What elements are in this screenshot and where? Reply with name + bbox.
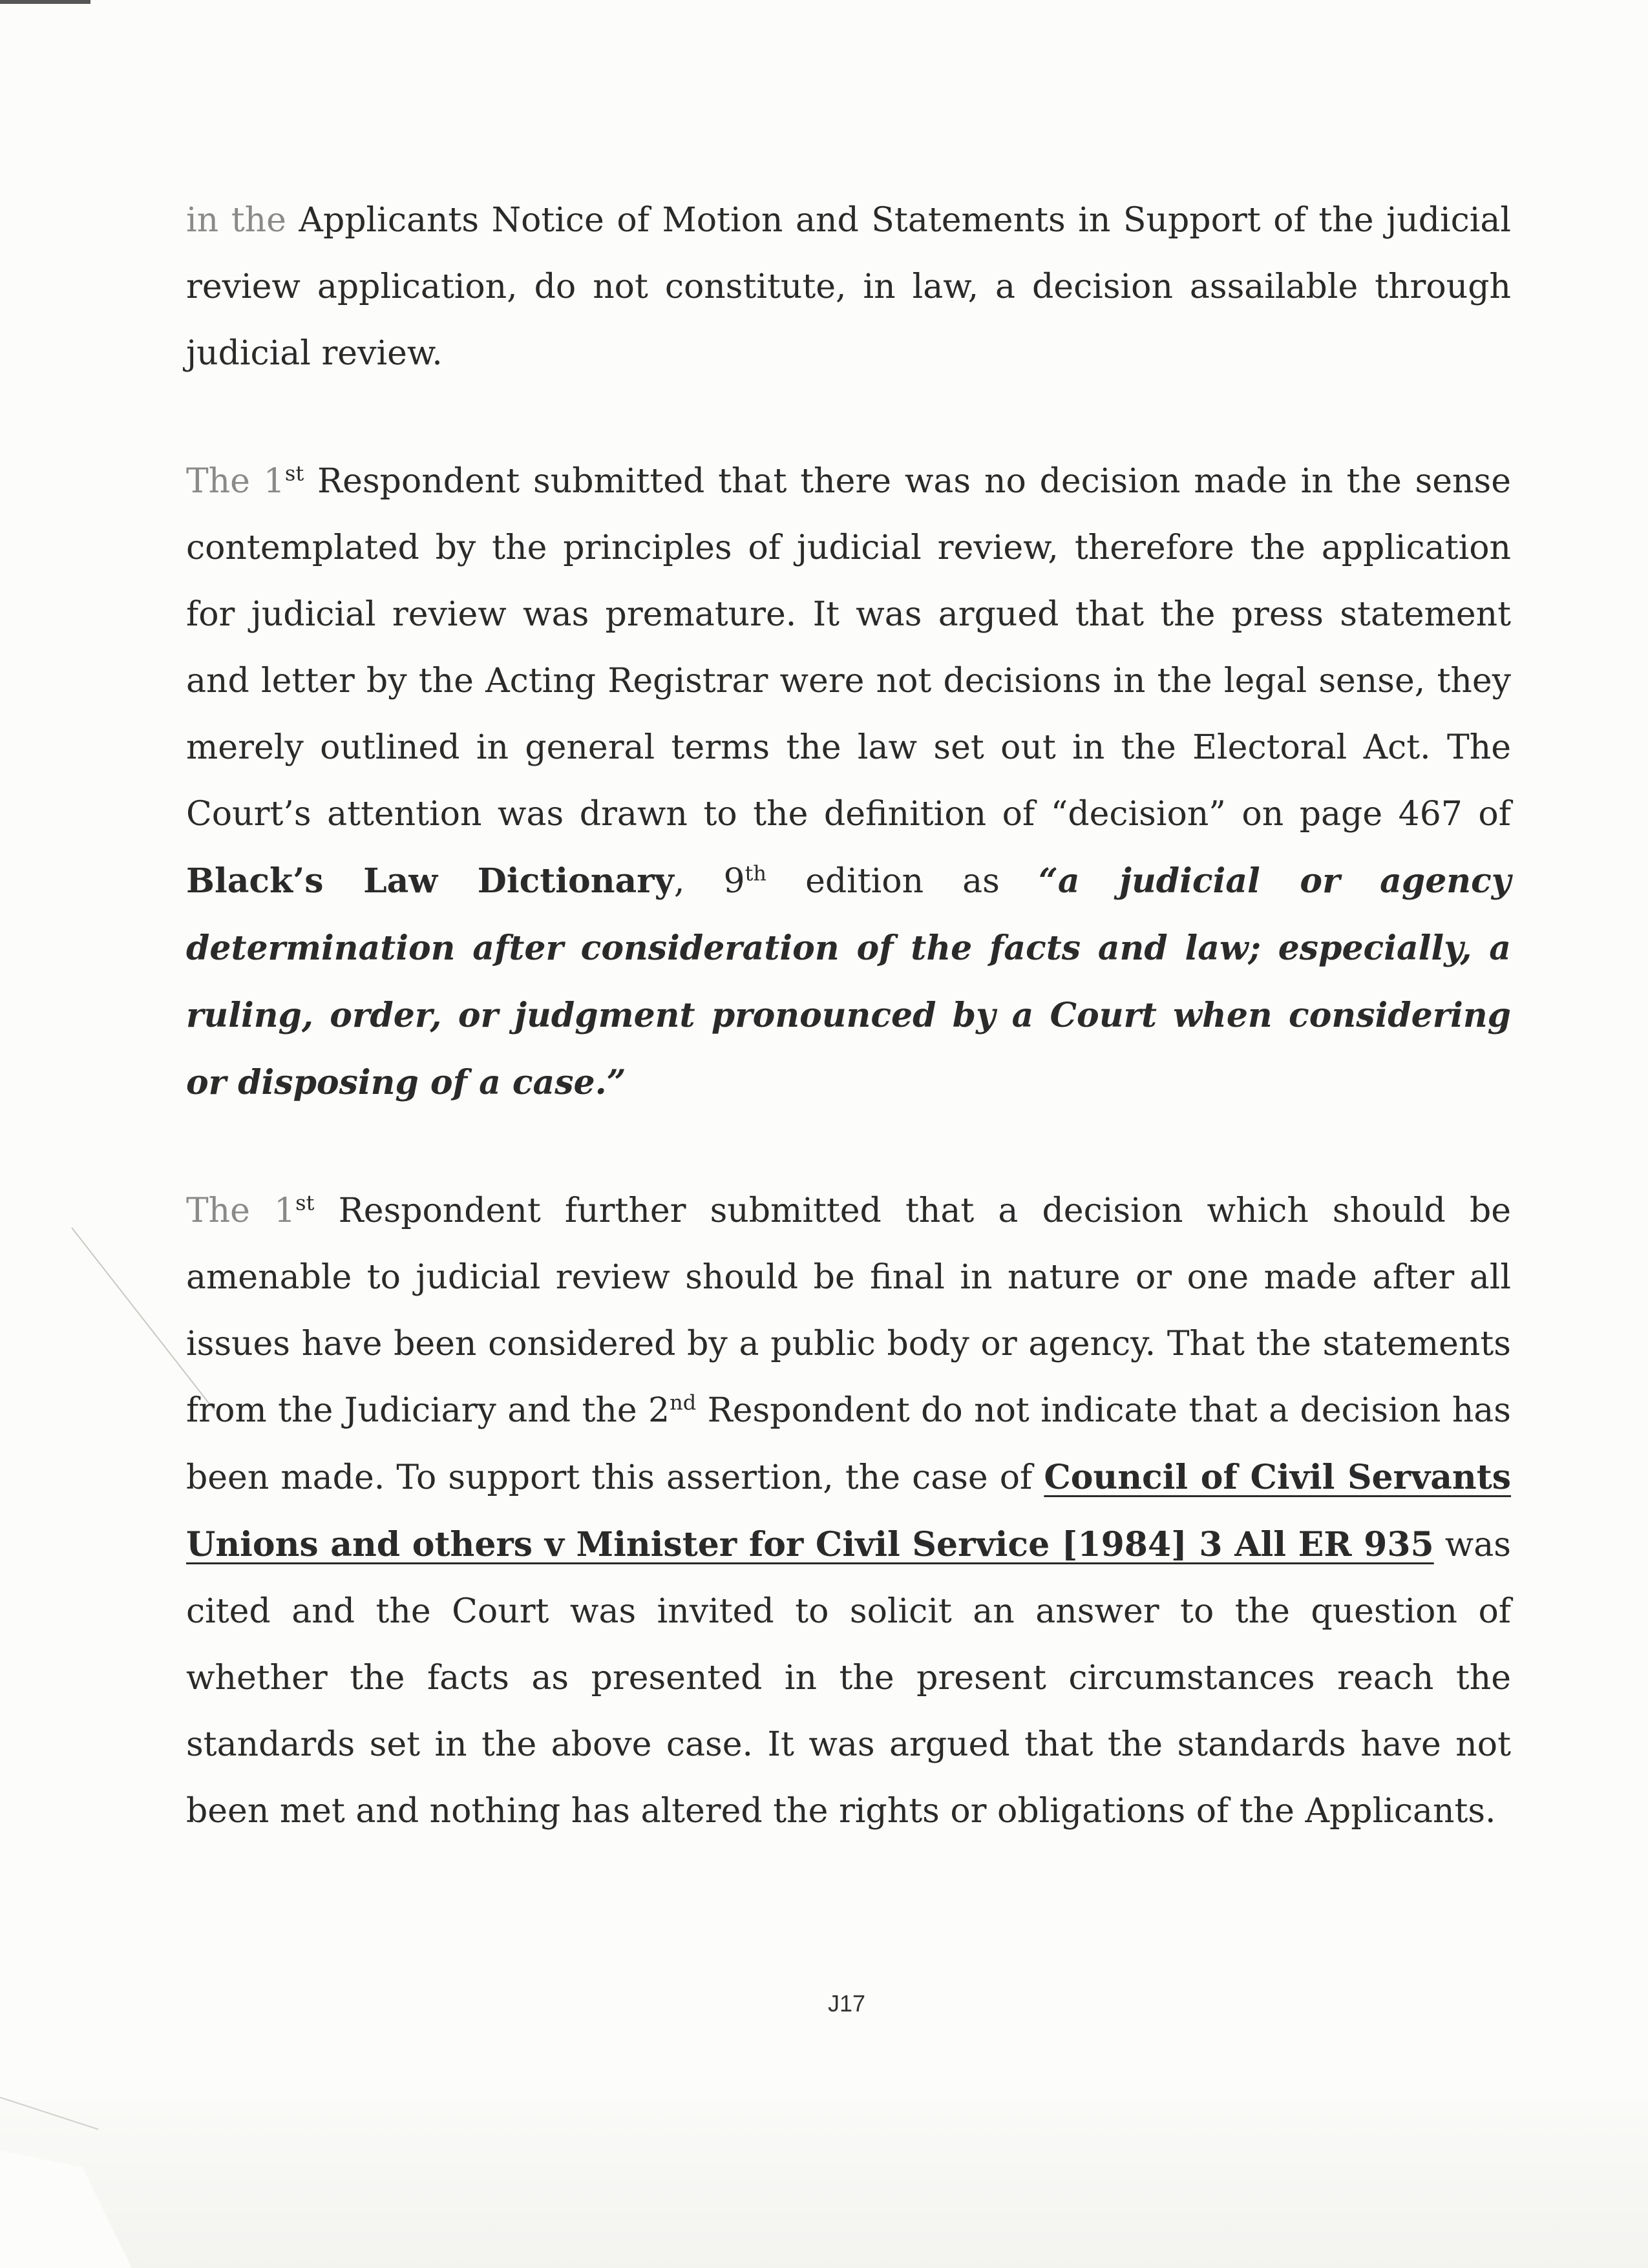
edition-after: edition as: [766, 862, 1039, 901]
paragraph-3-text-2: Respondent do not indicate that a decision has been made. To support this assertion, the case of: [186, 1391, 1511, 1497]
case-citation: Council of Civil Servants Unions and others v Minister for Civil Service [1984] 3 All ER 935: [186, 1458, 1512, 1564]
edition-superscript: th: [745, 861, 767, 886]
folded-page-corner: [0, 2100, 1648, 2268]
definition-quote: “a judicial or agency determination after consideration of the facts and law; especially, a ruling, order, or judgment pronounced by a Court when considering or disposing of a case.”: [186, 861, 1511, 1102]
scan-edge-mark: [0, 0, 90, 4]
paragraph-2-lead-superscript: st: [284, 461, 304, 486]
paragraph-3-text-1: Respondent further submitted that a decision which should be amenable to judicial review should be final in nature or one made after all issues have been considered by a public body or agency. That the statements from the Judiciary and the 2: [186, 1192, 1512, 1430]
page-number: J17: [827, 1990, 866, 2017]
paragraph-1-lead: in the: [186, 201, 286, 240]
paragraph-1-text: Applicants Notice of Motion and Statements in Support of the judicial review application, do not constitute, in law, a decision assailable through judicial review.: [186, 201, 1511, 373]
paragraph-3-text-3: was cited and the Court was invited to solicit an answer to the question of whether the facts as presented in the present circumstances reach the standards set in the above case. It was argued that the standards have not been met and nothing has altered the rights or obligations of the Applicants.: [186, 1526, 1511, 1831]
paragraph-2: [186, 448, 1511, 1117]
paragraph-2-text: Respondent submitted that there was no decision made in the sense contemplated by the principles of judicial review, therefore the application for judicial review was premature. It was argued that the press statement and letter by the Acting Registrar were not decisions in the legal sense, they merely outlined in general terms the law set out in the Electoral Act. The Court’s attention was drawn to the definition of “decision” on page 467 of: [186, 462, 1512, 834]
paragraph-3-lead-superscript: st: [295, 1190, 315, 1215]
paragraph-1: [186, 187, 1511, 387]
edition-before: , 9: [673, 862, 745, 901]
source-title: Black’s Law Dictionary: [186, 861, 674, 901]
paragraph-3: [186, 1178, 1511, 1845]
document-body: [186, 187, 1511, 1845]
paragraph-2-lead: The 1: [186, 462, 285, 501]
paragraph-3-superscript-2: nd: [670, 1390, 697, 1415]
paragraph-3-lead: The 1: [186, 1192, 296, 1230]
